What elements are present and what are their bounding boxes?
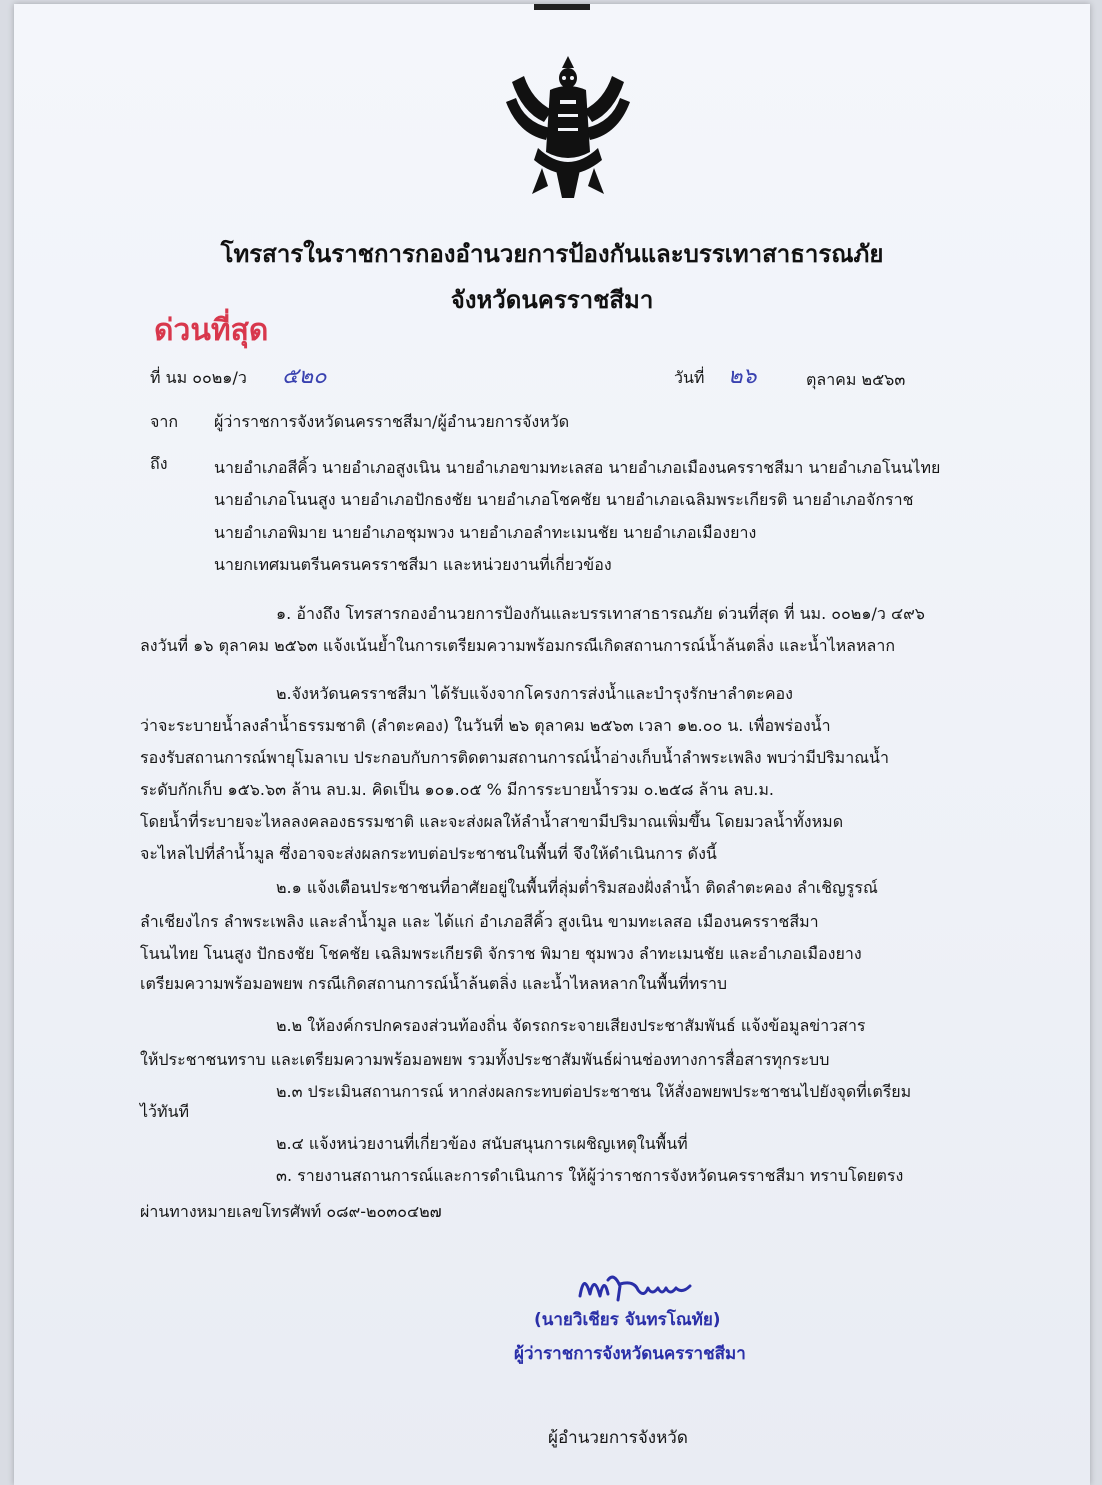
paragraph-2-line: ระดับกักเก็บ ๑๕๖.๖๓ ล้าน ลบ.ม. คิดเป็น ๑๐๑.๐๕ % มีการระบายน้ำรวม ๐.๒๕๘ ล้าน ลบ.ม. <box>140 780 775 799</box>
garuda-emblem-icon <box>502 52 634 202</box>
urgency-stamp: ด่วนที่สุด <box>154 313 269 348</box>
recipient-line: นายอำเภอสีคิ้ว นายอำเภอสูงเนิน นายอำเภอขามทะเลสอ นายอำเภอเมืองนครราชสีมา นายอำเภอโนนไทย <box>214 458 941 477</box>
date-label: วันที่ <box>674 368 705 387</box>
to-label: ถึง <box>150 454 168 473</box>
recipient-line: นายอำเภอโนนสูง นายอำเภอปักธงชัย นายอำเภอโชคชัย นายอำเภอเฉลิมพระเกียรติ นายอำเภอจักราช <box>214 490 914 509</box>
paragraph-2-line: จะไหลไปที่ลำน้ำมูล ซึ่งอาจจะส่งผลกระทบต่อประชาชนในพื้นที่ จึงให้ดำเนินการ ดังนี้ <box>140 844 717 863</box>
paragraph-1-line: ลงวันที่ ๑๖ ตุลาคม ๒๕๖๓ แจ้งเน้นย้ำในการเตรียมความพร้อมกรณีเกิดสถานการณ์น้ำล้นตลิ่ง และน้ำไหลหลาก <box>140 636 895 655</box>
paragraph-2-2-line: ให้ประชาชนทราบ และเตรียมความพร้อมอพยพ รวมทั้งประชาสัมพันธ์ผ่านช่องทางการสื่อสารทุกระบบ <box>140 1050 830 1069</box>
signatory-name: (นายวิเชียร จันทรโณทัย) <box>534 1310 721 1330</box>
paragraph-2-line: รองรับสถานการณ์พายุโมลาเบ ประกอบกับการติดตามสถานการณ์น้ำอ่างเก็บน้ำลำพระเพลิง พบว่ามีปริมาณน้ำ <box>140 748 889 767</box>
reference-label: ที่ นม ๐๐๒๑/ว <box>150 368 247 387</box>
paragraph-2-1-line: ลำเชียงไกร ลำพระเพลิง และลำน้ำมูล และ ได้แก่ อำเภอสีคิ้ว สูงเนิน ขามทะเลสอ เมืองนครราชสีมา <box>140 912 819 931</box>
paragraph-3-line: ผ่านทางหมายเลขโทรศัพท์ ๐๘๙-๒๐๓๐๔๒๗ <box>140 1202 442 1221</box>
binder-clip-mark <box>534 4 590 10</box>
paragraph-2-2-line: ๒.๒ ให้องค์กรปกครองส่วนท้องถิ่น จัดรถกระจายเสียงประชาสัมพันธ์ แจ้งข้อมูลข่าวสาร <box>276 1016 866 1035</box>
signatory-position: ผู้ว่าราชการจังหวัดนครราชสีมา <box>514 1344 746 1364</box>
paragraph-2-1-line: โนนไทย โนนสูง ปักธงชัย โชคชัย เฉลิมพระเกียรติ จักราช พิมาย ชุมพวง ลำทะเมนชัย และอำเภอเมืองยาง <box>140 944 862 963</box>
recipient-line: นายอำเภอพิมาย นายอำเภอชุมพวง นายอำเภอลำทะเมนชัย นายอำเภอเมืองยาง <box>214 523 757 542</box>
document-page <box>14 4 1090 1485</box>
paragraph-2-line: โดยน้ำที่ระบายจะไหลลงคลองธรรมชาติ และจะส่งผลให้ลำน้ำสาขามีปริมาณเพิ่มขึ้น โดยมวลน้ำทั้งหมด <box>140 812 844 831</box>
from-label: จาก <box>150 412 179 431</box>
document-subtitle: จังหวัดนครราชสีมา <box>450 286 654 314</box>
reference-number: ๕๒๐ <box>282 364 327 389</box>
paragraph-2-1-line: เตรียมความพร้อมอพยพ กรณีเกิดสถานการณ์น้ำล้นตลิ่ง และน้ำไหลหลากในพื้นที่ทราบ <box>140 974 728 993</box>
paragraph-2-line: ว่าจะระบายน้ำลงลำน้ำธรรมชาติ (ลำตะคอง) ในวันที่ ๒๖ ตุลาคม ๒๕๖๓ เวลา ๑๒.๐๐ น. เพื่อพร่องน้ำ <box>140 716 831 735</box>
paragraph-3-line: ๓. รายงานสถานการณ์และการดำเนินการ ให้ผู้ว่าราชการจังหวัดนครราชสีมา ทราบโดยตรง <box>276 1166 904 1185</box>
from-value: ผู้ว่าราชการจังหวัดนครราชสีมา/ผู้อำนวยการจังหวัด <box>214 412 570 431</box>
date-month-year: ตุลาคม ๒๕๖๓ <box>806 370 906 389</box>
handwritten-signature-icon <box>574 1266 704 1306</box>
paragraph-2-4-line: ๒.๔ แจ้งหน่วยงานที่เกี่ยวข้อง สนับสนุนการเผชิญเหตุในพื้นที่ <box>276 1134 688 1153</box>
paragraph-2-1-line: ๒.๑ แจ้งเตือนประชาชนที่อาศัยอยู่ในพื้นที่ลุ่มต่ำริมสองฝั่งลำน้ำ ติดลำตะคอง ลำเชิญรูรณ์ <box>276 878 878 897</box>
paragraph-2-3-line: ๒.๓ ประเมินสถานการณ์ หากส่งผลกระทบต่อประชาชน ให้สั่งอพยพประชาชนไปยังจุดที่เตรียม <box>276 1082 912 1101</box>
document-title: โทรสารในราชการกองอำนวยการป้องกันและบรรเทาสาธารณภัย <box>220 240 884 268</box>
paragraph-1-line: ๑. อ้างถึง โทรสารกองอำนวยการป้องกันและบรรเทาสาธารณภัย ด่วนที่สุด ที่ นม. ๐๐๒๑/ว ๔๙๖ <box>276 604 925 623</box>
footer-title: ผู้อำนวยการจังหวัด <box>548 1428 688 1448</box>
date-day: ๒๖ <box>728 364 757 389</box>
paragraph-2-line: ๒.จังหวัดนครราชสีมา ได้รับแจ้งจากโครงการส่งน้ำและบำรุงรักษาลำตะคอง <box>276 684 793 703</box>
recipient-line: นายกเทศมนตรีนครนครราชสีมา และหน่วยงานที่เกี่ยวข้อง <box>214 555 612 574</box>
paragraph-2-3-line: ไว้ทันที <box>140 1102 190 1121</box>
